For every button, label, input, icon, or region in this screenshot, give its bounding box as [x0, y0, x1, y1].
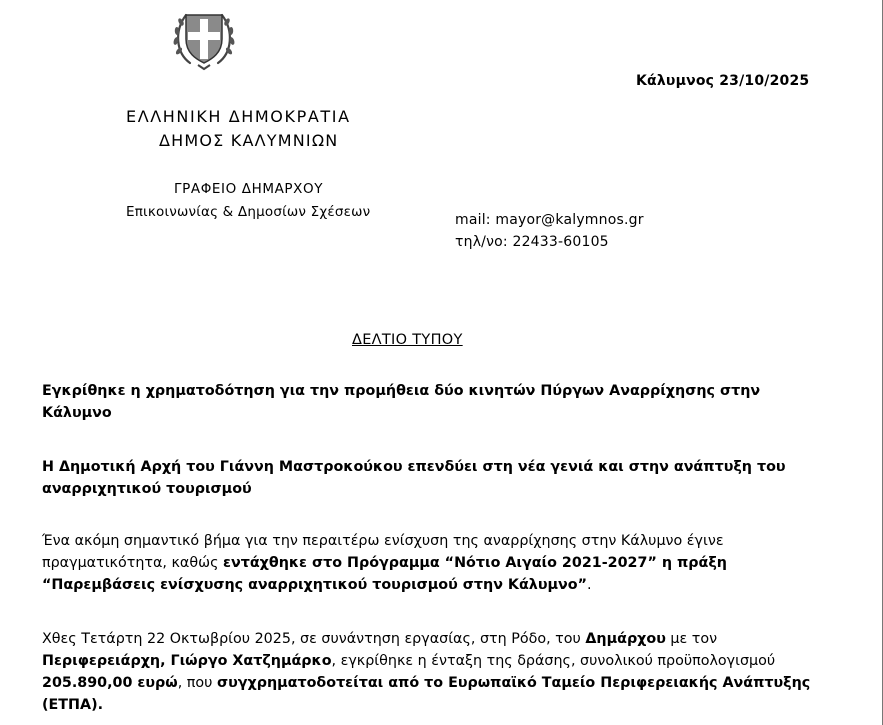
document-date: Κάλυμνος 23/10/2025: [636, 73, 810, 89]
text-run: , που: [177, 675, 217, 691]
text-run: Ένα ακόμη σημαντικό βήμα για την περαιτέρω ενίσχυση της αναρρίχησης στην Κάλυμνο έγινε πραγματικότητα, καθώς: [42, 533, 724, 571]
text-run: , εγκρίθηκε η ένταξη της δράσης, συνολικού προϋπολογισμού: [331, 653, 776, 669]
text-run: Χθες Τετάρτη 22 Οκτωβρίου 2025, σε συνάντηση εργασίας, στη Ρόδο, του: [42, 631, 586, 647]
text-run-bold: Δημάρχου: [585, 631, 666, 647]
paragraph-program-inclusion: [42, 530, 822, 596]
department-heading: Επικοινωνίας & Δημοσίων Σχέσεων: [126, 204, 371, 220]
contact-email: mail: mayor@kalymnos.gr: [455, 212, 644, 228]
headline: Εγκρίθηκε η χρηματοδότηση για την προμήθεια δύο κινητών Πύργων Αναρρίχησης στην Κάλυμνο: [42, 383, 761, 421]
republic-heading: ΕΛΛΗΝΙΚΗ ΔΗΜΟΚΡΑΤΙΑ: [126, 107, 351, 126]
contact-phone: τηλ/νο: 22433-60105: [455, 234, 609, 250]
text-run-bold: Περιφερειάρχη, Γιώργο Χατζημάρκο: [42, 653, 332, 669]
greek-coat-of-arms-icon: [170, 5, 238, 73]
text-run-bold: εντάχθηκε στο Πρόγραμμα “Νότιο Αιγαίο 2021-2027” η πράξη “Παρεμβάσεις ενίσχυσης αναρριχητικού τουρισμού στην Κάλυμνο”: [42, 555, 727, 593]
mayor-office-heading: ΓΡΑΦΕΙΟ ΔΗΜΑΡΧΟΥ: [174, 181, 324, 197]
municipality-heading: ΔΗΜΟΣ ΚΑΛΥΜΝΙΩΝ: [159, 131, 339, 150]
press-release-title: ΔΕΛΤΙΟ ΤΥΠΟΥ: [352, 332, 463, 348]
subheadline: Η Δημοτική Αρχή του Γιάννη Μαστροκούκου επενδύει στη νέα γενιά και στην ανάπτυξη του αναρριχητικού τουρισμού: [42, 459, 786, 497]
text-run: με τον: [665, 631, 718, 647]
text-run-bold: συγχρηματοδοτείται από το Ευρωπαϊκό Ταμείο Περιφερειακής Ανάπτυξης (ΕΤΠΑ).: [42, 675, 811, 713]
text-run-bold: 205.890,00 ευρώ: [42, 675, 178, 691]
text-run: .: [587, 577, 592, 593]
paragraph-meeting-approval: [42, 628, 822, 716]
